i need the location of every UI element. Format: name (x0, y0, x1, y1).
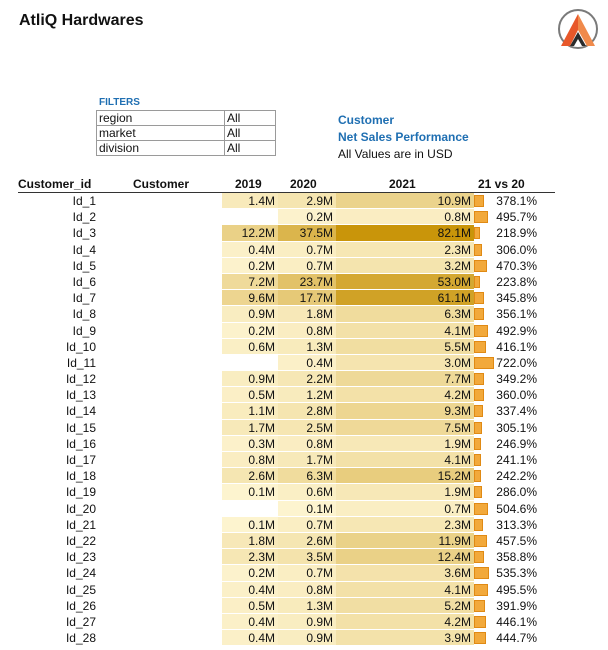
sales-2020-cell: 2.5M (278, 420, 336, 436)
sales-2019-cell: 0.4M (222, 630, 278, 646)
sales-table-body (0, 193, 608, 646)
growth-pct-cell: 218.9% (496, 226, 537, 241)
report-subtitle-customer: Customer (338, 113, 395, 127)
growth-pct-cell: 470.3% (496, 258, 537, 273)
sales-2021-cell: 3.2M (336, 258, 474, 274)
sales-2019-cell: 1.8M (222, 533, 278, 549)
growth-pct-cell: 305.1% (496, 420, 537, 435)
customer-id-cell: Id_6 (72, 274, 96, 289)
sales-2019-cell (222, 209, 278, 225)
sales-2021-cell: 9.3M (336, 403, 474, 419)
filters-title: FILTERS (99, 97, 140, 108)
table-row[interactable] (0, 387, 608, 403)
growth-pct-cell: 457.5% (496, 533, 537, 548)
sales-2020-cell: 1.3M (278, 339, 336, 355)
sales-2019-cell: 0.2M (222, 258, 278, 274)
sales-2019-cell: 0.2M (222, 565, 278, 581)
table-row[interactable] (0, 582, 608, 598)
customer-id-cell: Id_8 (72, 307, 96, 322)
table-row[interactable] (0, 630, 608, 646)
growth-pct-cell: 306.0% (496, 242, 537, 257)
customer-id-cell: Id_25 (65, 582, 96, 597)
table-row[interactable] (0, 403, 608, 419)
sales-2021-cell: 0.7M (336, 501, 474, 517)
growth-pct-cell: 246.9% (496, 436, 537, 451)
sales-2019-cell: 0.4M (222, 614, 278, 630)
customer-id-cell: Id_5 (72, 258, 96, 273)
report-subtitle-net-sales: Net Sales Performance (338, 130, 469, 144)
sales-2021-cell: 2.3M (336, 242, 474, 258)
sales-2020-cell: 6.3M (278, 468, 336, 484)
sales-2019-cell: 0.9M (222, 371, 278, 387)
customer-id-cell: Id_28 (65, 631, 96, 646)
sales-2020-cell: 0.8M (278, 436, 336, 452)
filters-table (96, 110, 276, 156)
sales-2019-cell: 0.1M (222, 484, 278, 500)
sales-2020-cell: 1.7M (278, 452, 336, 468)
col-header-2019[interactable]: 2019 (235, 177, 262, 191)
sales-2019-cell (222, 501, 278, 517)
growth-pct-cell: 286.0% (496, 485, 537, 500)
table-row[interactable] (0, 258, 608, 274)
table-row[interactable] (0, 306, 608, 322)
table-row[interactable] (0, 468, 608, 484)
sales-2020-cell: 1.3M (278, 598, 336, 614)
sales-2019-cell: 0.5M (222, 387, 278, 403)
sales-2020-cell: 2.6M (278, 533, 336, 549)
customer-id-cell: Id_27 (65, 614, 96, 629)
filter-value[interactable]: All (225, 141, 276, 156)
table-row[interactable] (0, 290, 608, 306)
sales-2021-cell: 82.1M (336, 225, 474, 241)
growth-pct-cell: 495.7% (496, 210, 537, 225)
customer-id-cell: Id_3 (72, 226, 96, 241)
growth-pct-cell: 313.3% (496, 517, 537, 532)
sales-2020-cell: 1.8M (278, 306, 336, 322)
table-row[interactable] (0, 242, 608, 258)
sales-2019-cell: 0.4M (222, 242, 278, 258)
sales-2021-cell: 6.3M (336, 306, 474, 322)
sales-2020-cell: 2.2M (278, 371, 336, 387)
sales-2021-cell: 4.1M (336, 582, 474, 598)
sales-2021-cell: 3.6M (336, 565, 474, 581)
filter-row-division[interactable] (97, 141, 276, 156)
sales-2019-cell: 1.1M (222, 403, 278, 419)
sales-2020-cell: 3.5M (278, 549, 336, 565)
growth-pct-cell: 345.8% (496, 291, 537, 306)
sales-2021-cell: 4.2M (336, 387, 474, 403)
customer-id-cell: Id_11 (66, 355, 96, 370)
sales-2019-cell: 1.4M (222, 193, 278, 209)
col-header-21-vs-20[interactable]: 21 vs 20 (478, 177, 525, 191)
customer-id-cell: Id_14 (65, 404, 96, 419)
sales-2021-cell: 5.5M (336, 339, 474, 355)
report-note-currency: All Values are in USD (338, 147, 453, 161)
sales-2020-cell: 0.7M (278, 565, 336, 581)
table-row[interactable] (0, 452, 608, 468)
sales-2019-cell: 0.9M (222, 306, 278, 322)
table-row[interactable] (0, 436, 608, 452)
sales-2020-cell: 0.8M (278, 582, 336, 598)
table-row[interactable] (0, 193, 608, 209)
filter-row-market[interactable] (97, 126, 276, 141)
col-header-customer[interactable]: Customer (133, 177, 190, 191)
customer-id-cell: Id_20 (65, 501, 96, 516)
customer-id-cell: Id_15 (65, 420, 96, 435)
sales-2021-cell: 4.1M (336, 323, 474, 339)
table-row[interactable] (0, 209, 608, 225)
customer-id-cell: Id_12 (65, 372, 96, 387)
sales-2021-cell: 53.0M (336, 274, 474, 290)
sales-2019-cell: 2.3M (222, 549, 278, 565)
table-row[interactable] (0, 565, 608, 581)
filter-row-region[interactable] (97, 111, 276, 126)
sales-2021-cell: 4.2M (336, 614, 474, 630)
sales-2019-cell: 2.6M (222, 468, 278, 484)
growth-pct-cell: 360.0% (496, 388, 537, 403)
col-header-2020[interactable]: 2020 (290, 177, 317, 191)
sales-2019-cell: 0.4M (222, 582, 278, 598)
sales-2021-cell: 3.0M (336, 355, 474, 371)
filter-name: region (97, 111, 225, 126)
sales-2021-cell: 0.8M (336, 209, 474, 225)
table-row[interactable] (0, 355, 608, 371)
customer-id-cell: Id_2 (72, 210, 96, 225)
atliq-logo-icon (556, 8, 600, 50)
customer-id-cell: Id_7 (72, 291, 96, 306)
filter-name: market (97, 126, 225, 141)
filter-name: division (97, 141, 225, 156)
table-row[interactable] (0, 274, 608, 290)
sales-2019-cell: 0.1M (222, 517, 278, 533)
growth-pct-cell: 241.1% (496, 453, 537, 467)
sales-2021-cell: 1.9M (336, 484, 474, 500)
growth-pct-cell: 492.9% (496, 323, 537, 338)
sales-2020-cell: 17.7M (278, 290, 336, 306)
sales-2021-cell: 3.9M (336, 630, 474, 646)
table-row[interactable] (0, 323, 608, 339)
growth-pct-cell: 356.1% (496, 307, 537, 322)
customer-id-cell: Id_4 (72, 242, 96, 257)
col-header-customer-id[interactable]: Customer_id (18, 177, 92, 191)
sales-2019-cell: 0.8M (222, 452, 278, 468)
growth-pct-cell: 416.1% (496, 339, 537, 354)
filter-value[interactable]: All (225, 111, 276, 126)
growth-pct-cell: 391.9% (496, 598, 537, 613)
sales-2021-cell: 2.3M (336, 517, 474, 533)
customer-id-cell: Id_16 (65, 436, 96, 451)
sales-2019-cell: 1.7M (222, 420, 278, 436)
customer-id-cell: Id_9 (72, 323, 96, 338)
sales-2021-cell: 11.9M (336, 533, 474, 549)
sales-2019-cell: 0.6M (222, 339, 278, 355)
sales-2019-cell (222, 355, 278, 371)
customer-id-cell: Id_21 (65, 517, 96, 532)
table-row[interactable] (0, 371, 608, 387)
growth-pct-cell: 504.6% (496, 501, 537, 516)
sales-2020-cell: 0.7M (278, 242, 336, 258)
growth-pct-cell: 358.8% (496, 550, 537, 565)
sales-2020-cell: 0.7M (278, 258, 336, 274)
sales-2019-cell: 0.2M (222, 323, 278, 339)
sales-2021-cell: 7.5M (336, 420, 474, 436)
sales-2020-cell: 0.6M (278, 484, 336, 500)
growth-pct-cell: 446.1% (496, 614, 537, 629)
customer-id-cell: Id_23 (65, 550, 96, 565)
table-row[interactable] (0, 420, 608, 436)
growth-pct-cell: 722.0% (496, 355, 537, 370)
customer-id-cell: Id_19 (65, 485, 96, 500)
table-row[interactable] (0, 549, 608, 565)
growth-pct-cell: 535.3% (496, 566, 537, 581)
customer-id-cell: Id_13 (65, 388, 96, 403)
sales-2021-cell: 5.2M (336, 598, 474, 614)
report-title: AtliQ Hardwares (19, 12, 144, 29)
table-row[interactable] (0, 517, 608, 533)
sales-2020-cell: 2.8M (278, 403, 336, 419)
growth-pct-cell: 349.2% (496, 372, 537, 387)
col-header-2021[interactable]: 2021 (389, 177, 416, 191)
table-row[interactable] (0, 225, 608, 241)
growth-pct-cell: 337.4% (496, 404, 537, 419)
customer-id-cell: Id_1 (72, 194, 96, 208)
growth-pct-cell: 242.2% (496, 469, 537, 484)
customer-id-cell: Id_22 (65, 533, 96, 548)
customer-id-cell: Id_18 (65, 469, 96, 484)
sales-2019-cell: 0.5M (222, 598, 278, 614)
table-row[interactable] (0, 501, 608, 517)
sales-2021-cell: 12.4M (336, 549, 474, 565)
sales-2020-cell: 37.5M (278, 225, 336, 241)
sales-2020-cell: 0.7M (278, 517, 336, 533)
sales-2019-cell: 0.3M (222, 436, 278, 452)
sales-2020-cell: 0.1M (278, 501, 336, 517)
sales-2021-cell: 1.9M (336, 436, 474, 452)
sales-2020-cell: 0.4M (278, 355, 336, 371)
growth-pct-cell: 444.7% (496, 631, 537, 646)
sales-2020-cell: 0.8M (278, 323, 336, 339)
table-row[interactable] (0, 339, 608, 355)
sales-2020-cell: 0.2M (278, 209, 336, 225)
sales-2019-cell: 9.6M (222, 290, 278, 306)
sales-2019-cell: 7.2M (222, 274, 278, 290)
sales-2020-cell: 1.2M (278, 387, 336, 403)
filter-value[interactable]: All (225, 126, 276, 141)
customer-id-cell: Id_26 (65, 598, 96, 613)
customer-id-cell: Id_24 (65, 566, 96, 581)
sales-2021-cell: 7.7M (336, 371, 474, 387)
sales-2021-cell: 4.1M (336, 452, 474, 468)
sales-2020-cell: 0.9M (278, 630, 336, 646)
sales-2021-cell: 10.9M (336, 193, 474, 209)
table-row[interactable] (0, 484, 608, 500)
table-row[interactable] (0, 614, 608, 630)
sales-2019-cell: 12.2M (222, 225, 278, 241)
table-row[interactable] (0, 598, 608, 614)
customer-id-cell: Id_10 (65, 339, 96, 354)
table-row[interactable] (0, 533, 608, 549)
sales-2021-cell: 61.1M (336, 290, 474, 306)
growth-pct-cell: 223.8% (496, 274, 537, 289)
customer-id-cell: Id_17 (65, 453, 96, 467)
growth-pct-cell: 378.1% (496, 194, 537, 208)
growth-pct-cell: 495.5% (496, 582, 537, 597)
sales-2020-cell: 23.7M (278, 274, 336, 290)
sales-2021-cell: 15.2M (336, 468, 474, 484)
sales-2020-cell: 0.9M (278, 614, 336, 630)
sales-2020-cell: 2.9M (278, 193, 336, 209)
